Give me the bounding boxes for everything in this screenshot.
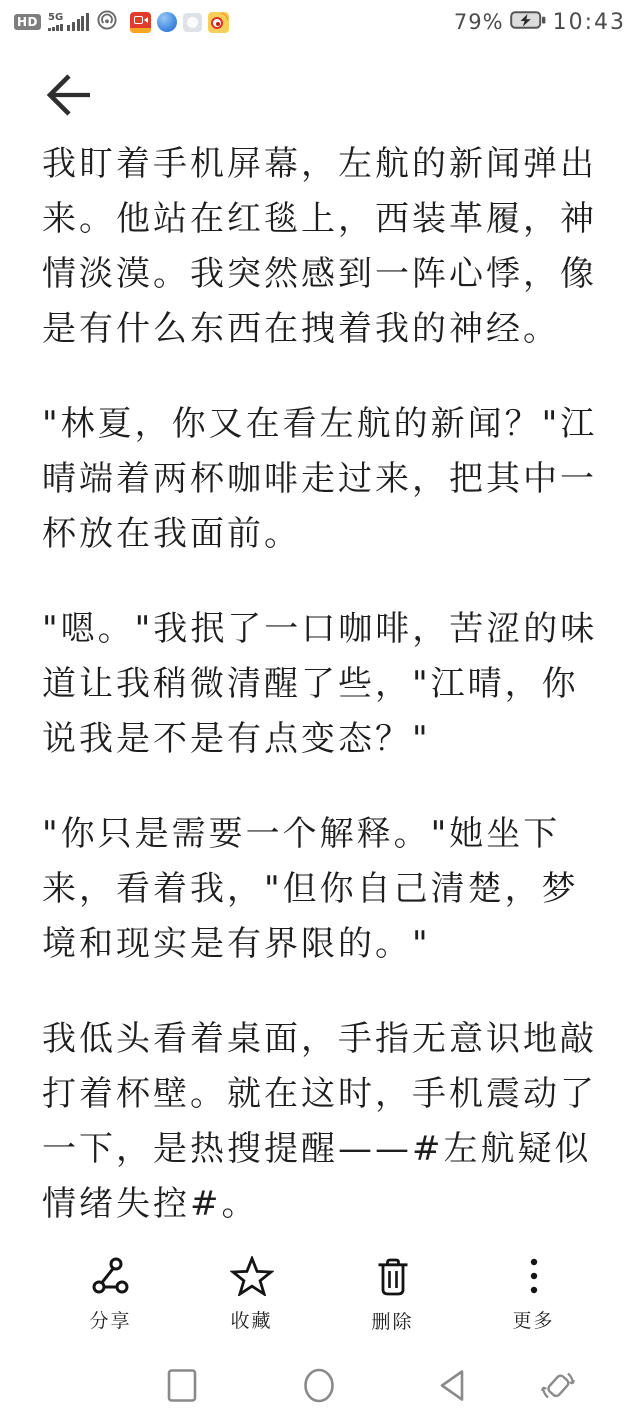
back-button[interactable]: [43, 70, 97, 122]
browser-app-icon: [157, 12, 177, 32]
status-left-cluster: [14, 9, 229, 35]
status-right-cluster: [454, 10, 626, 35]
share-button[interactable]: [40, 1256, 181, 1334]
favorite-label: 收藏: [230, 1311, 273, 1332]
recents-square-icon: [167, 1391, 197, 1406]
clock-label: 10:43: [552, 9, 626, 35]
hotspot-icon: [96, 9, 118, 35]
battery-charging-icon: [510, 11, 547, 34]
back-triangle-icon: [438, 1391, 466, 1406]
notification-app-icons: [130, 12, 229, 33]
android-navigation-bar: [0, 1352, 640, 1422]
recents-button[interactable]: [167, 1369, 197, 1406]
video-app-icon: [130, 12, 151, 33]
signal-strength-icon: [48, 13, 89, 32]
nav-back-button[interactable]: [438, 1369, 466, 1406]
note-paragraph: 我盯着手机屏幕，左航的新闻弹出来。他站在红毯上，西装革履，神情淡漠。我突然感到一阵心悸，像是有什么东西在拽着我的神经。: [42, 144, 597, 349]
note-paragraph: "林夏，你又在看左航的新闻？"江晴端着两杯咖啡走过来，把其中一杯放在我面前。: [42, 404, 598, 554]
note-paragraph: 我低头看着桌面，手指无意识地敲打着杯壁。就在这时，手机震动了一下，是热搜提醒——#左航疑似情绪失控#。: [42, 1019, 597, 1224]
rotate-screen-button[interactable]: [540, 1368, 576, 1407]
status-bar: [0, 0, 640, 44]
favorite-button[interactable]: [181, 1256, 322, 1334]
more-label: 更多: [512, 1311, 555, 1332]
home-circle-icon: [303, 1392, 335, 1407]
arrow-left-icon: [43, 110, 97, 125]
note-paragraph: "嗯。"我抿了一口咖啡，苦涩的味道让我稍微清醒了些，"江晴，你说我是不是有点变态？": [42, 609, 598, 759]
trash-icon: [373, 1256, 413, 1300]
delete-label: 删除: [371, 1312, 414, 1333]
share-icon: [90, 1256, 132, 1299]
messages-app-icon: [183, 13, 202, 32]
note-body[interactable]: [42, 137, 612, 1272]
more-dots-icon: [528, 1256, 540, 1299]
hd-badge: HD: [14, 14, 41, 30]
network-type-label: 5G: [48, 11, 64, 23]
star-icon: [230, 1256, 274, 1299]
weibo-app-icon: [208, 12, 229, 33]
battery-percent-label: 79%: [453, 10, 504, 34]
home-button[interactable]: [303, 1368, 335, 1407]
delete-button[interactable]: [322, 1256, 463, 1334]
note-paragraph: "你只是需要一个解释。"她坐下来，看着我，"但你自己清楚，梦境和现实是有界限的。": [42, 814, 579, 964]
rotate-screen-icon: [540, 1392, 576, 1407]
signal-bars-sim1-icon: [48, 24, 63, 32]
share-label: 分享: [89, 1311, 132, 1332]
note-action-toolbar: [40, 1256, 604, 1334]
signal-bars-sim2-icon: [67, 13, 89, 31]
more-button[interactable]: [463, 1256, 604, 1334]
